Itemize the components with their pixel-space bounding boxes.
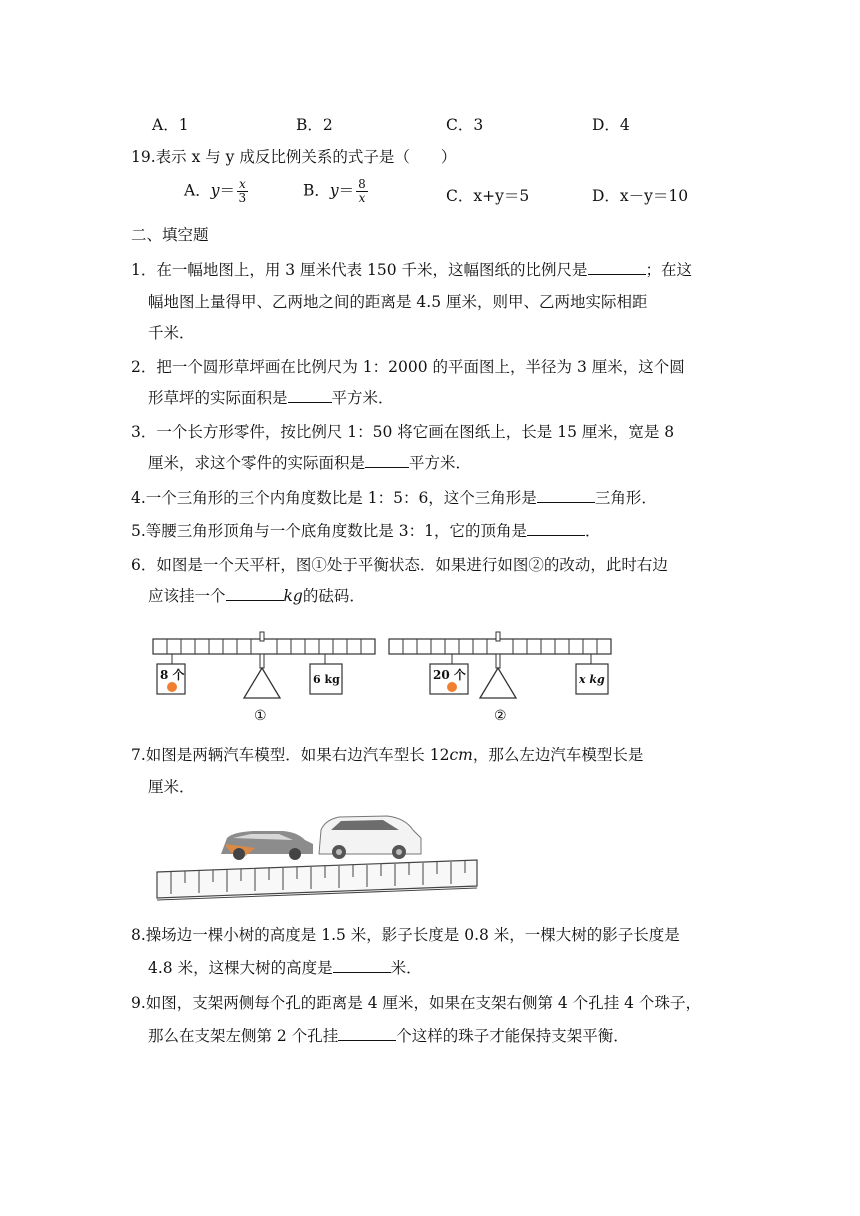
q18-option-c: C．3 [446, 116, 484, 134]
q6-line1: 6．如图是一个天平杆，图①处于平衡状态．如果进行如图②的改动，此时右边 [131, 556, 668, 574]
q2-blank[interactable] [288, 388, 332, 403]
q4-line: 4.一个三角形的三个内角度数比是 1：5：6，这个三角形是 三角形． [131, 489, 657, 507]
q1-line2: 幅地图上量得甲、乙两地之间的距离是 4.5 厘米，则甲、乙两地实际相距 [148, 293, 648, 311]
fig2-right-label: x kg [579, 673, 605, 686]
q18-option-a: A．1 [152, 116, 189, 134]
q1-line3: 千米． [148, 324, 195, 342]
q7-line1: 7.如图是两辆汽车模型．如果右边汽车型长 12cm，那么左边汽车模型长是 [131, 746, 644, 764]
fig1-caption: ① [254, 708, 267, 724]
q19-stem: 19.表示 x 与 y 成反比例关系的式子是（ ） [131, 148, 457, 166]
q19-option-b: B．y＝ $\frac{8}{x}$ [303, 177, 366, 205]
q19-option-a: A．y＝ $\frac{x}{3}$ [184, 177, 247, 205]
balance-figure-2 [386, 630, 616, 726]
balance-figure-1 [150, 630, 380, 726]
q6-blank[interactable] [226, 586, 284, 601]
q3-blank[interactable] [365, 453, 409, 468]
q3-line1: 3．一个长方形零件，按比例尺 1：50 将它画在图纸上，长是 15 厘米，宽是 8 [131, 423, 675, 441]
fig1-right-label: 6 kg [313, 673, 340, 686]
bead-icon [447, 682, 457, 692]
q19-option-c: C．x+y＝5 [446, 187, 530, 205]
right-car-icon [319, 816, 421, 859]
q4-blank[interactable] [537, 488, 595, 503]
q5-blank[interactable] [527, 521, 585, 536]
q1-blank-1[interactable] [588, 260, 646, 275]
q8-line2: 4.8 米，这棵大树的高度是 米． [148, 959, 422, 977]
car-models-figure [155, 808, 480, 904]
q2-line2: 形草坪的实际面积是 平方米． [148, 389, 394, 407]
q7-line2: 厘米． [148, 778, 195, 796]
q9-line1: 9.如图，支架两侧每个孔的距离是 4 厘米，如果在支架右侧第 4 个孔挂 4 个珠子， [131, 994, 701, 1012]
q9-line2: 那么在支架左侧第 2 个孔挂 个这样的珠子才能保持支架平衡． [148, 1027, 629, 1045]
section-title: 二、填空题 [131, 226, 209, 244]
q18-option-d: D．4 [592, 116, 630, 134]
q3-line2: 厘米，求这个零件的实际面积是 平方米． [148, 454, 472, 472]
fig2-caption: ② [494, 708, 507, 724]
q6-line2: 应该挂一个 kg的砝码． [148, 587, 365, 605]
ruler-icon [157, 860, 477, 900]
q8-line1: 8.操场边一棵小树的高度是 1.5 米，影子长度是 0.8 米，一棵大树的影子长度是 [131, 926, 680, 944]
fig1-left-label: 8 个 [160, 668, 185, 682]
q8-blank[interactable] [333, 958, 391, 973]
q5-line: 5.等腰三角形顶角与一个底角度数比是 3：1，它的顶角是 ． [131, 522, 601, 540]
bead-icon [167, 682, 177, 692]
fig2-left-label: 20 个 [433, 668, 466, 682]
q19-option-d: D．x－y＝10 [592, 187, 689, 205]
q2-line1: 2．把一个圆形草坪画在比例尺为 1：2000 的平面图上，半径为 3 厘米，这个圆 [131, 358, 685, 376]
q9-blank[interactable] [338, 1026, 396, 1041]
q18-option-b: B．2 [296, 116, 333, 134]
left-car-icon [221, 831, 313, 860]
q1-line1: 1．在一幅地图上，用 3 厘米代表 150 千米，这幅图纸的比例尺是 ；在这 [131, 261, 693, 279]
